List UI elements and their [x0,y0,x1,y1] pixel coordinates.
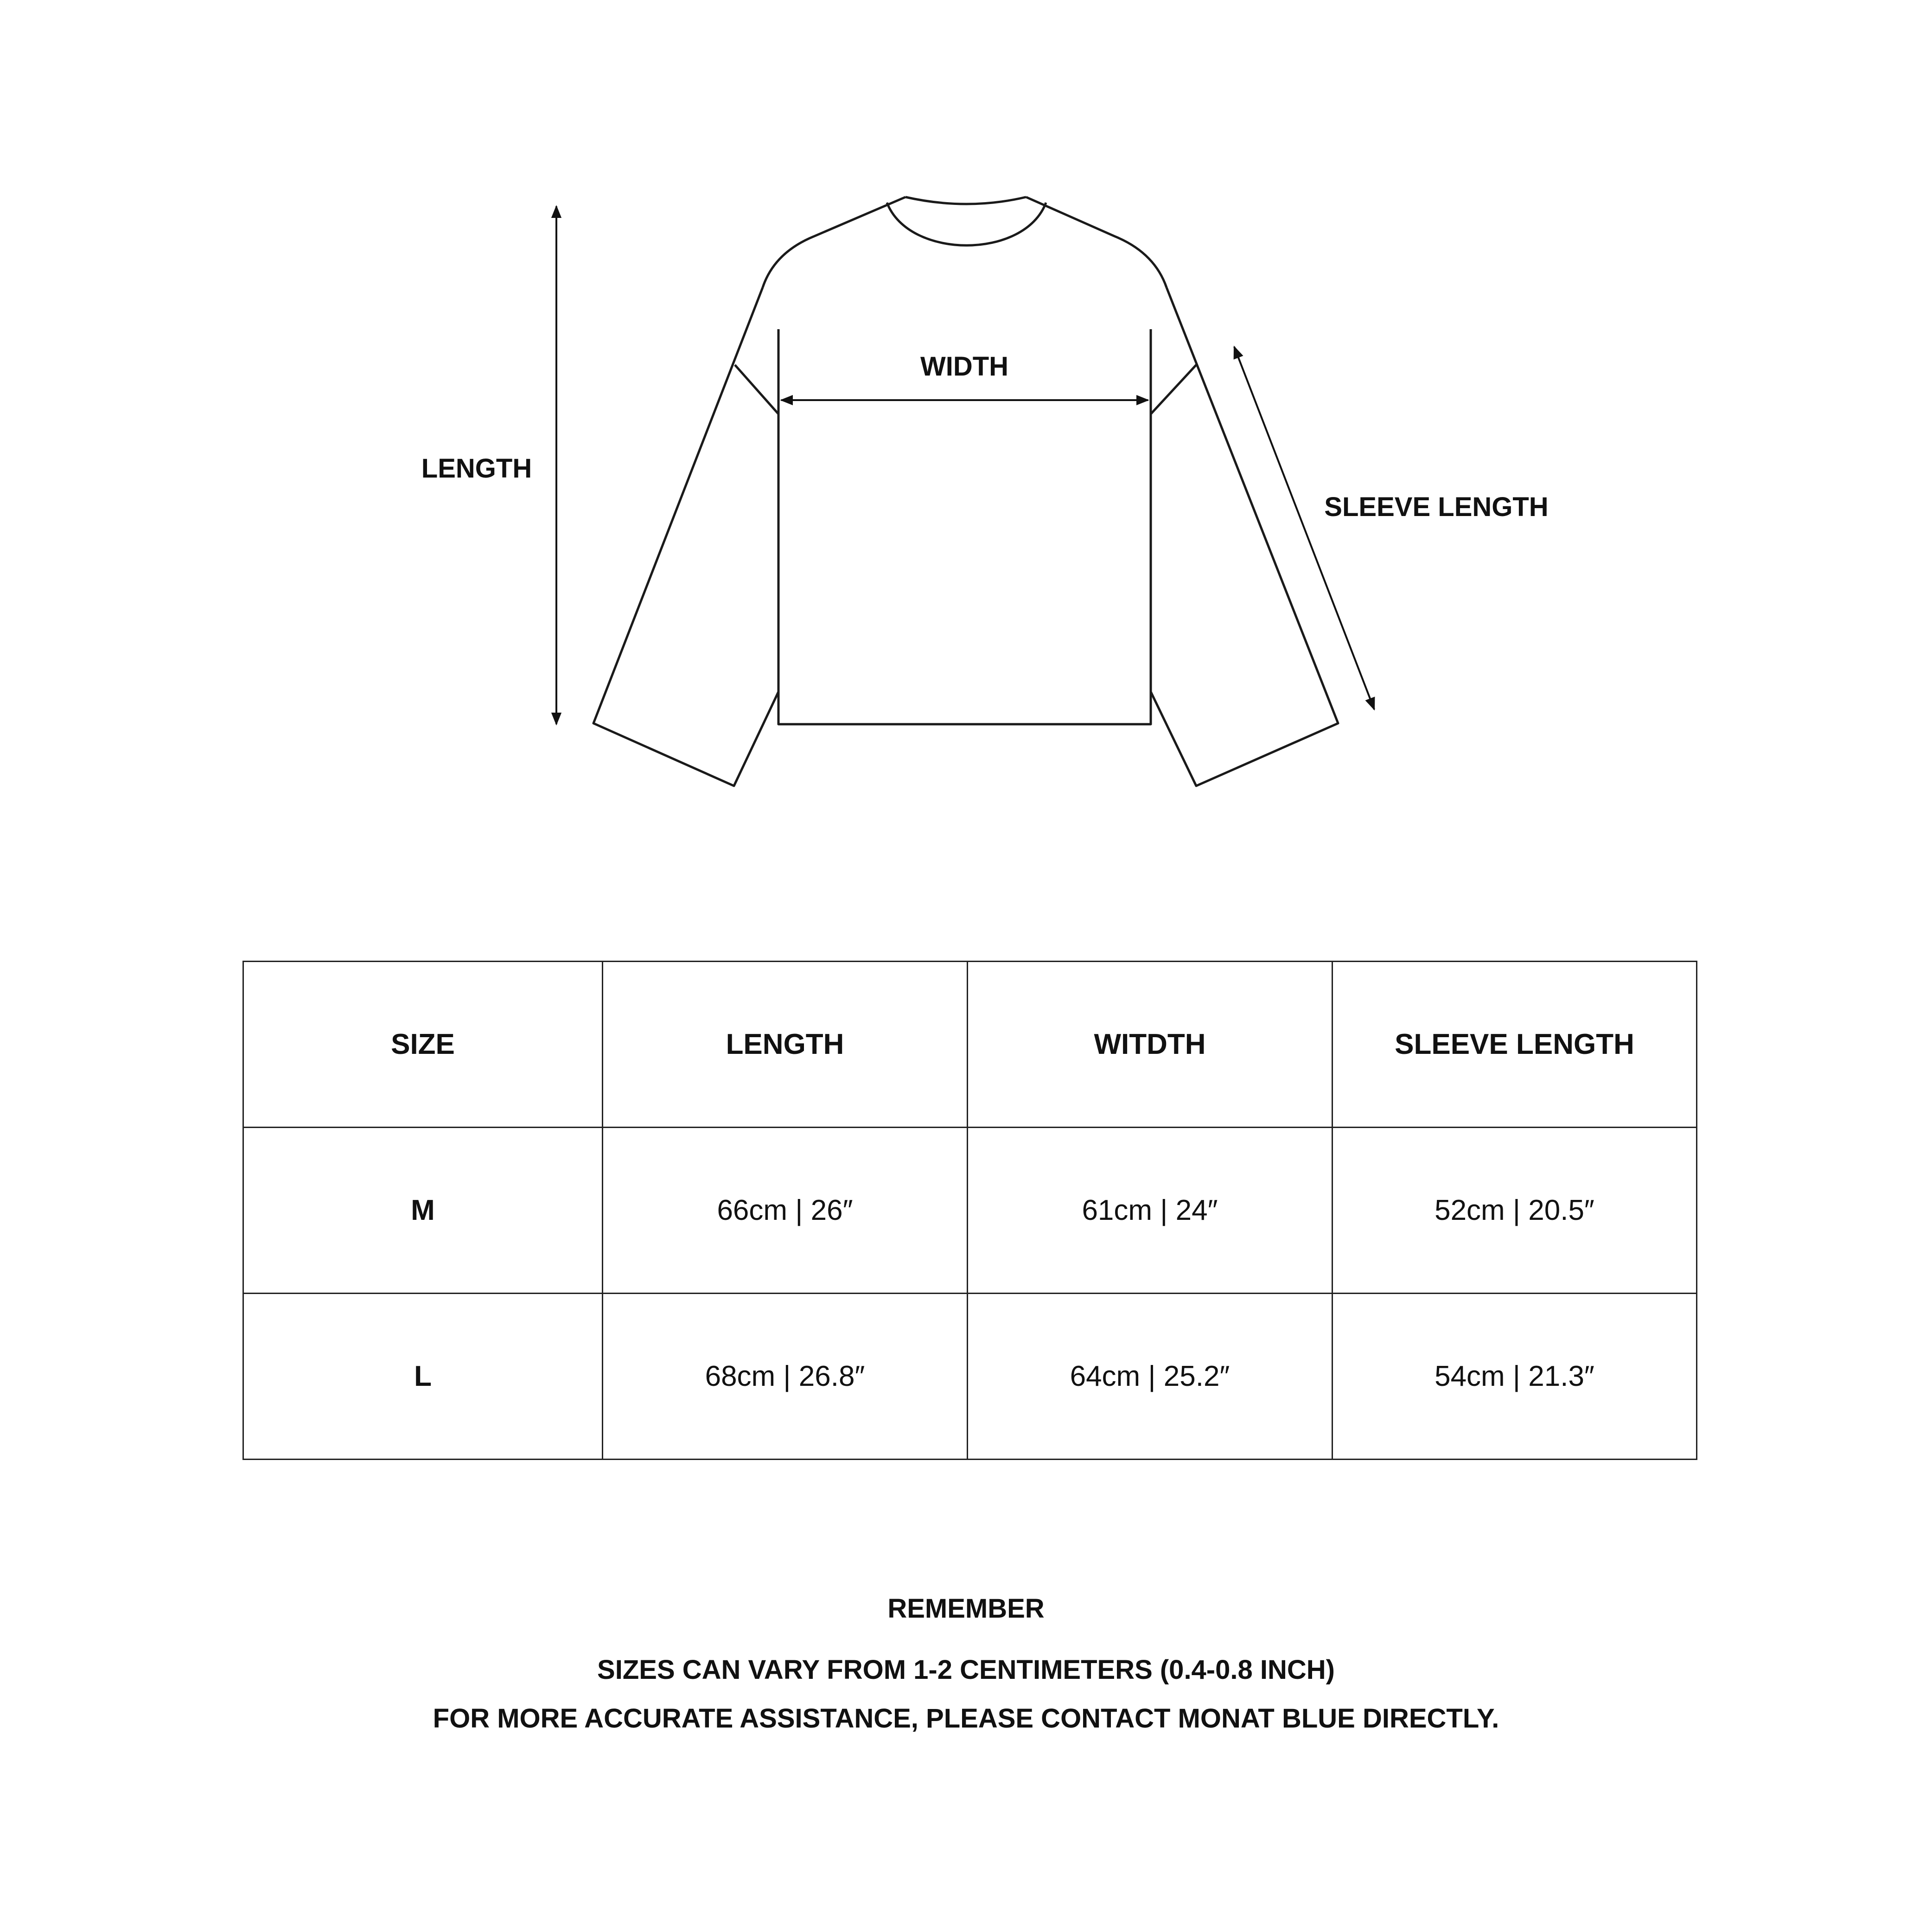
right-sleeve [1151,287,1338,786]
width-cell: 64cm | 25.2″ [968,1294,1333,1460]
width-cell: 61cm | 24″ [968,1128,1333,1294]
length-label: LENGTH [421,453,532,484]
table-row [243,1294,1697,1460]
table-row [243,1128,1697,1294]
left-sleeve-seam [735,365,778,414]
notes-title: REMEMBER [887,1594,1045,1624]
sleeve-length-cell: 52cm | 20.5″ [1333,1128,1697,1294]
sweater-outline [593,197,1338,786]
sleeve-length-arrow [1234,347,1374,709]
header-length: LENGTH [603,962,968,1128]
table-header-row [243,962,1697,1128]
collar-outer [905,197,1026,204]
collar-inner [887,203,1046,245]
sleeve-length-cell: 54cm | 21.3″ [1333,1294,1697,1460]
header-width: WITDTH [968,962,1333,1128]
left-shoulder [763,197,905,287]
sweater-diagram [0,0,1932,835]
header-sleeve-length: SLEEVE LENGTH [1333,962,1697,1128]
length-cell: 68cm | 26.8″ [603,1294,968,1460]
right-sleeve-seam [1151,365,1196,414]
right-shoulder [1026,197,1167,287]
sleeve-length-label: SLEEVE LENGTH [1324,492,1549,522]
header-size: SIZE [243,962,603,1128]
size-table [242,961,1697,1460]
left-sleeve [593,287,778,786]
size-cell: M [243,1128,603,1294]
notes-line-size-variance: SIZES CAN VARY FROM 1-2 CENTIMETERS (0.4-0.8 INCH) [597,1654,1335,1685]
size-cell: L [243,1294,603,1460]
notes-section [0,1593,1932,1752]
length-cell: 66cm | 26″ [603,1128,968,1294]
notes-line-contact: FOR MORE ACCURATE ASSISTANCE, PLEASE CONTACT MONAT BLUE DIRECTLY. [433,1703,1499,1734]
width-label: WIDTH [920,351,1009,382]
body-outline [778,329,1151,724]
